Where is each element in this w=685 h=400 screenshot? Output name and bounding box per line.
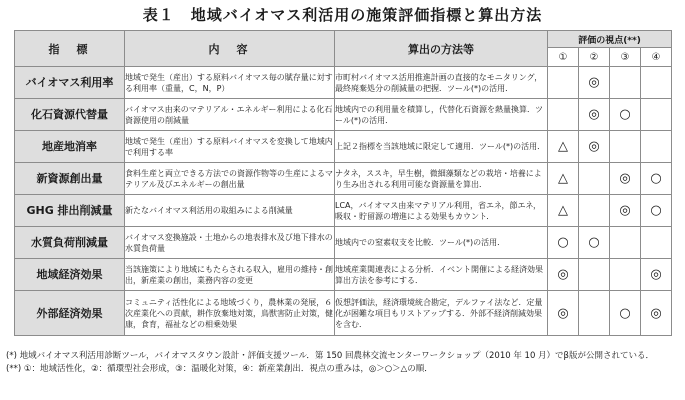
indicator-content: 地域で発生（産出）する原料バイオマス毎の賦存量に対する利用率（重量，C，N，P） xyxy=(125,67,335,99)
viewpoint-mark: ◎ xyxy=(641,291,672,336)
viewpoint-mark xyxy=(548,99,579,131)
viewpoint-mark xyxy=(610,227,641,259)
indicator-method: 地域内での利用量を積算し，代替化石資源を熱量換算．ツール(*)の活用． xyxy=(335,99,548,131)
header-viewpoint-1: ① xyxy=(548,48,579,67)
table-row xyxy=(15,163,672,195)
indicator-name: 地産地消率 xyxy=(15,131,125,163)
table-title: 表１ 地域バイオマス利活用の施策評価指標と算出方法 xyxy=(142,6,543,24)
footnote-tools: (*) 地域バイオマス利活用診断ツール，バイオマスタウン設計・評価支援ツール．第 150 回農林交流センターワークショップ（2010 年 10 月）でβ版が公開されている． xyxy=(6,351,654,361)
indicator-method: 地域産業関連表による分析．イベント開催による経済効果算出方法を参考にする． xyxy=(335,259,548,291)
viewpoint-mark: △ xyxy=(548,195,579,227)
viewpoint-mark: ○ xyxy=(610,99,641,131)
viewpoint-mark: ○ xyxy=(610,291,641,336)
table-row xyxy=(15,259,672,291)
viewpoint-mark: △ xyxy=(548,131,579,163)
header-viewpoint-3: ③ xyxy=(610,48,641,67)
viewpoint-mark: ◎ xyxy=(610,163,641,195)
viewpoint-mark xyxy=(579,195,610,227)
viewpoint-mark xyxy=(548,67,579,99)
indicator-method: 地域内での窒素収支を比較．ツール(*)の活用． xyxy=(335,227,548,259)
indicator-content: バイオマス変換施設・土地からの地表排水及び地下排水の水質負荷量 xyxy=(125,227,335,259)
viewpoint-mark: ◎ xyxy=(641,259,672,291)
header-indicator: 指 標 xyxy=(15,31,125,67)
viewpoint-mark xyxy=(579,163,610,195)
viewpoint-mark xyxy=(641,227,672,259)
viewpoint-mark: ◎ xyxy=(579,67,610,99)
indicator-name: バイオマス利用率 xyxy=(15,67,125,99)
viewpoint-mark: ◎ xyxy=(579,131,610,163)
viewpoint-mark: ○ xyxy=(579,227,610,259)
indicator-content: 新たなバイオマス利活用の取組みによる削減量 xyxy=(125,195,335,227)
indicator-method: ナタネ，ススキ，早生樹，微細藻類などの栽培・培養により生み出される利用可能な資源量を算出． xyxy=(335,163,548,195)
viewpoint-mark xyxy=(610,67,641,99)
viewpoint-mark: ◎ xyxy=(579,99,610,131)
indicator-name: 化石資源代替量 xyxy=(15,99,125,131)
header-viewpoint-4: ④ xyxy=(641,48,672,67)
indicator-content: 食料生産と両立できる方法での資源作物等の生産によるマテリアル及びエネルギーの創出量 xyxy=(125,163,335,195)
table-row xyxy=(15,227,672,259)
indicator-method: 市町村バイオマス活用推進計画の直接的なモニタリング，最終廃棄処分の削減量の把握．ツール(*)の活用． xyxy=(335,67,548,99)
viewpoint-mark xyxy=(641,99,672,131)
footnotes xyxy=(6,350,681,376)
indicator-content: 当該施策により地域にもたらされる収入，雇用の維持・創出，新産業の創出，業務内容の変更 xyxy=(125,259,335,291)
indicator-content: コミュニティ活性化による地域づくり，農林業の発展，６次産業化への貢献，耕作放棄地対策，鳥獣害防止対策，健康，食育，福祉などの相乗効果 xyxy=(125,291,335,336)
viewpoint-mark: ◎ xyxy=(548,259,579,291)
footnote-viewpoints: (**) ①：地域活性化，②：循環型社会形成，③：温暖化対策，④：新産業創出．視点の重みは，◎＞○＞△の順． xyxy=(6,364,433,374)
table-row xyxy=(15,67,672,99)
viewpoint-mark xyxy=(610,259,641,291)
header-method: 算出の方法等 xyxy=(335,31,548,67)
indicator-content: バイオマス由来のマテリアル・エネルギー利用による化石資源使用の削減量 xyxy=(125,99,335,131)
viewpoint-mark xyxy=(579,291,610,336)
viewpoint-mark: ○ xyxy=(548,227,579,259)
indicator-name: 地域経済効果 xyxy=(15,259,125,291)
header-viewpoint: 評価の視点(**) xyxy=(548,31,672,48)
viewpoint-mark xyxy=(610,131,641,163)
indicator-method: 仮想評価法，経済環境統合勘定，デルファイ法など．定量化が困難な項目もリストアップする．外部不経済削減効果を含む． xyxy=(335,291,548,336)
indicator-method: 上記２指標を当該地域に限定して適用．ツール(*)の活用． xyxy=(335,131,548,163)
indicator-content: 地域で発生（産出）する原料バイオマスを変換して地域内で利用する率 xyxy=(125,131,335,163)
indicator-name: 外部経済効果 xyxy=(15,291,125,336)
indicator-name: 新資源創出量 xyxy=(15,163,125,195)
viewpoint-mark: ◎ xyxy=(610,195,641,227)
viewpoint-mark: ○ xyxy=(641,195,672,227)
indicator-method: LCA，バイオマス由来マテリアル利用，省エネ，節エネ，吸収・貯留源の増進による効果もカウント． xyxy=(335,195,548,227)
header-content: 内 容 xyxy=(125,31,335,67)
table-row xyxy=(15,291,672,336)
table-row xyxy=(15,131,672,163)
viewpoint-mark: ○ xyxy=(641,163,672,195)
table-row xyxy=(15,99,672,131)
viewpoint-mark xyxy=(641,67,672,99)
evaluation-table xyxy=(14,30,672,336)
indicator-name: GHG 排出削減量 xyxy=(15,195,125,227)
viewpoint-mark: ◎ xyxy=(548,291,579,336)
header-viewpoint-2: ② xyxy=(579,48,610,67)
viewpoint-mark xyxy=(641,131,672,163)
viewpoint-mark: △ xyxy=(548,163,579,195)
viewpoint-mark xyxy=(579,259,610,291)
table-row xyxy=(15,195,672,227)
indicator-name: 水質負荷削減量 xyxy=(15,227,125,259)
